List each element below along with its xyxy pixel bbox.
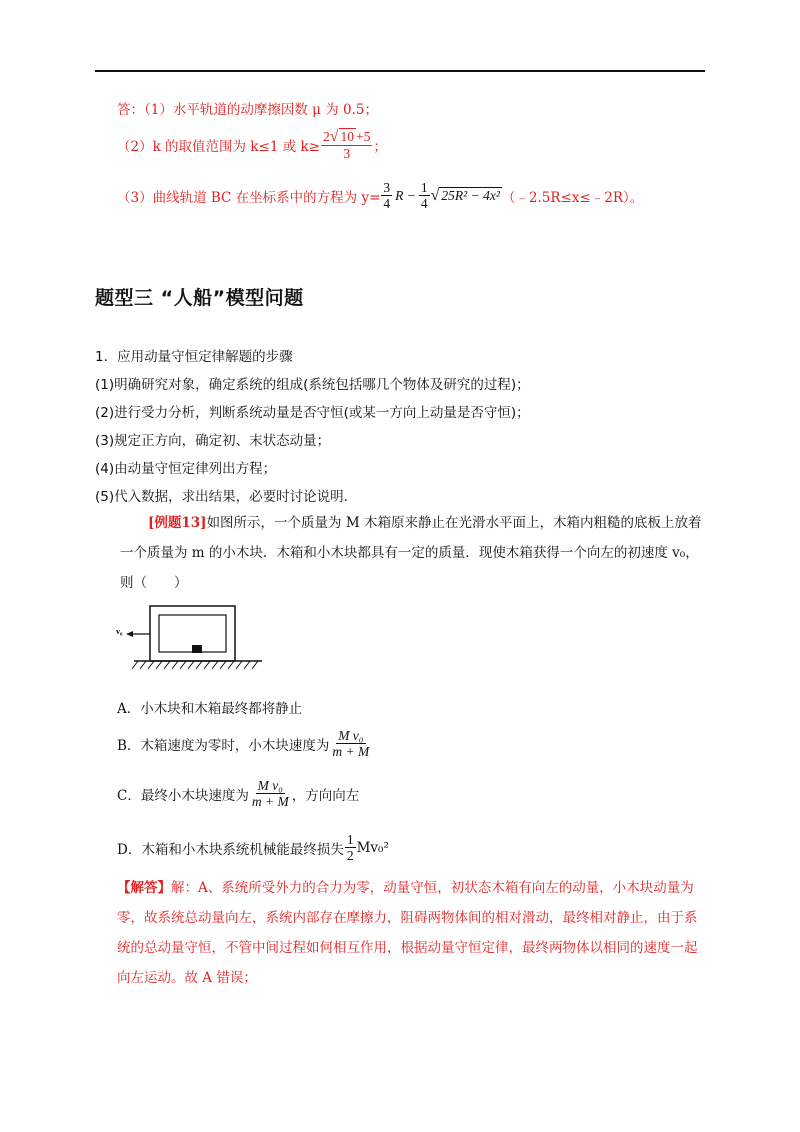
- answer-line-3: （3）曲线轨道 BC 在坐标系中的方程为 y= $\frac{3}{4}$ R − $\frac{1}{4}$ √ 25R² − 4x² （﹣2.5R≤x≤﹣2R）。: [117, 180, 644, 211]
- step-item: (1)明确研究对象，确定系统的组成(系统包括哪几个物体及研究的过程)；: [95, 377, 530, 393]
- answer-line-1: 答：（1）水平轨道的动摩擦因数 μ 为 0.5；: [117, 102, 378, 118]
- step-item: (5)代入数据，求出结果，必要时讨论说明．: [95, 489, 358, 505]
- step-item: (4)由动量守恒定律列出方程；: [95, 461, 277, 477]
- option-c: C．最终小木块速度为 $\frac{\text{M v₀}}{m + M}$ ，方向向左: [117, 778, 360, 809]
- small-block: [192, 645, 202, 653]
- option-b: B．木箱速度为零时，小木块速度为 $\frac{\text{M v₀}}{m + M}$: [117, 728, 370, 759]
- solution-text: 解：A、系统所受外力的合力为零，动量守恒，初状态木箱有向左的动量，小木块动量为零，故系统总动量向左，系统内部存在摩擦力，阻碍两物体间的相对滑动，最终相对静止，由于系统的总动量守恒，不管中间过程如何相互作用，根据动量守恒定律，最终两物体以相同的速度一起向左运动。故 A 错误；: [117, 880, 698, 986]
- example-tag: [例题13]: [148, 515, 207, 531]
- solution-tag: 【解答】: [117, 880, 171, 896]
- step-heading: 1．应用动量守恒定律解题的步骤: [95, 349, 293, 365]
- example-text: 如图所示，一个质量为 M 木箱原来静止在光滑水平面上，木箱内粗糙的底板上放着一个质量为 m 的小木块．木箱和小木块都具有一定的质量．现使木箱获得一个向左的初速度 v₀，则（ ）: [120, 515, 702, 591]
- box-figure: [112, 598, 267, 673]
- answer-line-2: （2）k 的取值范围为 k≤1 或 k≥ 2 √ 10 +5 3 ；: [117, 128, 387, 161]
- option-d: D．木箱和小木块系统机械能最终损失 $\frac{1}{2}$ Mv₀²: [117, 832, 389, 863]
- section-title: 题型三 “人船”模型问题: [95, 287, 304, 309]
- example-13: [120, 508, 708, 598]
- option-a: A．小木块和木箱最终都将静止: [117, 701, 303, 717]
- step-item: (3)规定正方向，确定初、末状态动量；: [95, 433, 331, 449]
- k-range-fraction: 2 √ 10 +5 3: [323, 128, 371, 161]
- velocity-label: v₀: [116, 627, 123, 636]
- top-rule: [95, 70, 705, 72]
- solution: [117, 873, 707, 993]
- step-item: (2)进行受力分析，判断系统动量是否守恒(或某一方向上动量是否守恒)；: [95, 405, 530, 421]
